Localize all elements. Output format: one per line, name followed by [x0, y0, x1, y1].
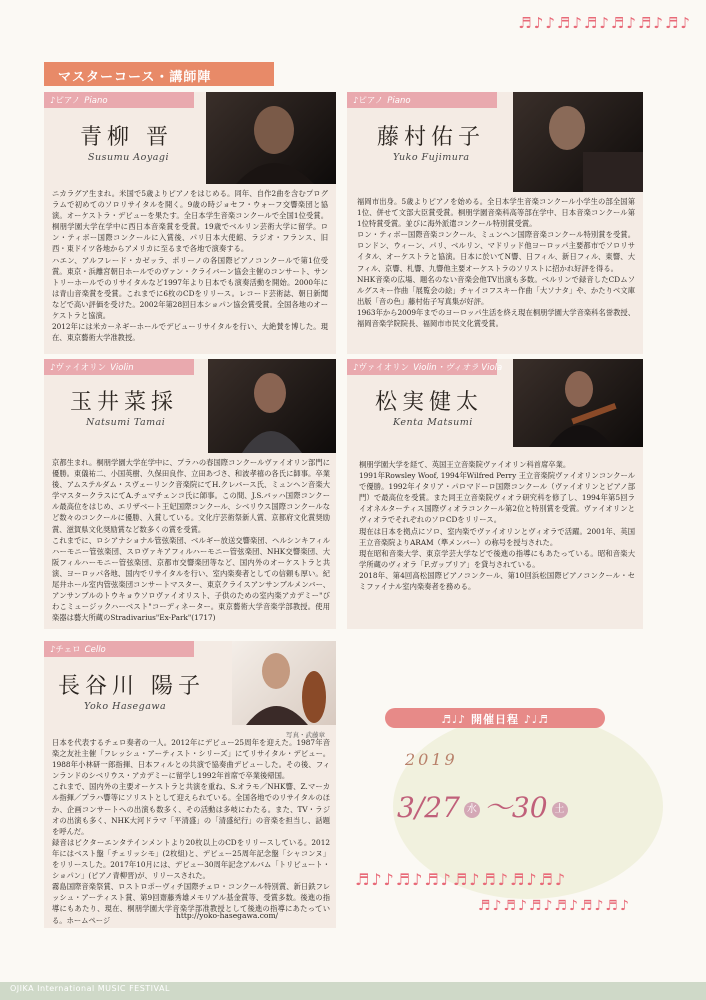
performer-photo	[513, 92, 643, 192]
performer-name-en: Kenta Matsumi	[393, 417, 473, 428]
performer-photo	[208, 359, 336, 453]
performer-photo	[206, 92, 336, 184]
footer-text: OJIKA International MUSIC FESTIVAL	[10, 984, 170, 993]
instrument-en: Violin	[110, 363, 134, 373]
bio-paragraph: 日本を代表するチェロ奏者の一人。2012年にデビュー25周年を迎えた。1987年音楽之友社主催「フレッシュ・アーティスト・シリーズ」にてリサイタル・デビュー。1988年小林研一郎指揮、日本フィルとの共演で協奏曲デビューした。その後、フィンランドのシベリウス・アカデミーに留学し1992年首席で卒業後帰国。	[52, 738, 330, 781]
instrument-jp: ♪ピアノ	[353, 96, 384, 106]
performer-name-jp: 玉井菜採	[70, 390, 179, 415]
schedule-title: ♬♩♪ 開催日程 ♪♩♬	[385, 708, 605, 728]
instrument-jp: ♪ピアノ	[50, 96, 81, 106]
performer-name-en: Natsumi Tamai	[86, 417, 166, 428]
instrument-label	[44, 359, 194, 375]
bio-paragraph: 現在昭和音楽大学、東京学芸大学などで後進の指導にもあたっている。昭和音楽大学所蔵のヴィオラ「F.ガッブリア」を貸与されている。	[359, 548, 635, 569]
performer-name-en: Yuko Fujimura	[393, 152, 470, 163]
performer-photo	[232, 641, 336, 725]
bio-paragraph: これまでに、ロシアナショナル管弦楽団、ベルギー放送交響楽団、ヘルシンキフィルハーモニー管弦楽団、スロヴァキアフィルハーモニー管弦楽団、NHK交響楽団、大阪フィルハーモニー管弦楽団、京都市交響楽団等など、国内外のオーケストラと共演、ヨーロッパ各地、国内でリサイタルを行い、室内楽奏者としての信頼も厚い。紀尾井ホール室内管弦楽団コンサートマスター、東京クライスアンサンブルメンバー、アンサンブルのトウキョウソロヴァイオリスト、子供のための室内楽アカデミー"びわこミュージックハーベスト"コーディネーター。東京藝術大学音楽学部教授。使用楽器は藝大所蔵のStradivarius"Ex-Park"(1717)	[52, 535, 330, 623]
instrument-label	[44, 641, 194, 657]
schedule-start-day: 水	[464, 802, 480, 818]
performer-bio	[359, 459, 635, 625]
bio-paragraph: ハエン、アルフレード・カゼッラ、ポリーノの各国際ピアノコンクールで第1位受賞。東京・浜離宮朝日ホールでのヴァン・クライバーン協会主催のコンサート、サントリーホールでのリサイタルなど1997年より日本でも演奏活動を開始。2000年には青山音楽賞を受賞。これまでに6枚のCDをリリース。レコード芸術誌、朝日新聞などで高い評価を受けた。2002年第28回日本ショパン協会賞受賞。全国各地のオーケストラと協演。	[52, 255, 328, 321]
bio-paragraph: 福岡市出身。5歳よりピアノを始める。全日本学生音楽コンクール小学生の部全国第1位、併せて文部大臣賞受賞。桐朋学園音楽科高等部在学中、日本音楽コンクール第1位特賞受賞。並びに海外派遣コンクール特別賞受賞。	[357, 197, 635, 229]
instrument-en: Piano	[387, 96, 411, 106]
bio-paragraph: 録音はビクターエンタテインメントより20枚以上のCDをリリースしている。2012年にはベスト盤「チェリッシモ」(2枚組)と、デビュー25周年記念盤「シャコンヌ」をリリースした。2017年10月には、デビュー30周年記念アルバム「トリビュート・ショパン」(ピアノ青柳晋)が、リリースされた。	[52, 837, 330, 881]
schedule-separator: 〜	[483, 791, 512, 824]
performer-name-jp: 青柳 晋	[80, 125, 173, 150]
performer-card-hasegawa	[44, 641, 336, 928]
instrument-label	[347, 92, 497, 108]
performer-card-aoyagi	[44, 92, 336, 354]
schedule-year: 2019	[405, 750, 458, 769]
schedule-block	[375, 708, 685, 863]
website-link[interactable]: http://yoko-hasegawa.com/	[176, 911, 279, 920]
performer-bio	[52, 188, 328, 350]
bio-paragraph: 京都生まれ。桐朋学園大学在学中に、プラハの春国際コンクールヴァイオリン部門に優勝。東儀祐二、小国英樹、久保田良作、立田あづさ、和波孝禧の各氏に師事。卒業後、アムステルダム・スヴェーリンク音楽院にてH.クレバース氏、ミュンヘン音楽大学マスタークラスにてA.チュマチェンコ氏に師事。この間、J.S.バッハ国際コンクール最高位をはじめ、エリザベート王妃国際コンクール、シベリウス国際コンクールなど数々のコンクールに優勝、入賞している。文化庁芸術祭新人賞、京都府文化賞奨励賞、滋賀県文化奨励賞など数多くの賞を受賞。	[52, 458, 330, 534]
bio-paragraph: 2018年、第4回高松国際ピアノコンクール、第10回浜松国際ピアノコンクール・セミファイナル室内楽奏者を務める。	[359, 570, 635, 592]
music-notes-decoration: ♬♪♬♪♬♪♬♪♬♪♬♪	[478, 898, 631, 914]
performer-name-jp: 長谷川 陽子	[58, 674, 205, 699]
section-title: マスターコース・講師陣	[44, 62, 274, 86]
performer-card-tamai	[44, 359, 336, 629]
bio-paragraph: 1963年から2009年までのヨーロッパ生活を終え現在桐朋学園大学音楽科名誉教授、福岡音楽学院院長、福岡市市民文化賞受賞。	[357, 307, 635, 329]
instrument-en: Piano	[84, 96, 108, 106]
performer-name-en: Yoko Hasegawa	[84, 701, 167, 712]
instrument-jp: ♪ヴァイオリン	[50, 363, 107, 373]
instrument-jp: ♪チェロ	[50, 645, 81, 655]
bio-paragraph: ロン・ティボー国際音楽コンクール、ミュンヘン国際音楽コンクール特別賞を受賞。ロンドン、ウィーン、パリ、ベルリン、マドリッド他ヨーロッパ主要都市でソロリサイタル、オーケストラと協演。日本に於いてN響、日フィル、新日フィル、東響、大フィル、京響、札響、九響他主要オーケストラのソリストに招かれ好評を得る。	[357, 230, 635, 273]
bio-paragraph: ニカラグア生まれ。米国で5歳よりピアノをはじめる。同年、自作2曲を含むプログラムで初めてのソロリサイタルを開く。9歳の時ジョセフ・ウォーフ交響楽団と協演。オーケストラ・デビューを果たす。全日本学生音楽コンクールで全国1位受賞。桐朋学園大学在学中に西日本音楽賞を受賞。19歳でベルリン芸術大学に留学。ロン・ティボー国際コンクールに入賞後、パリ日本大使館、ラジオ・フランス、旧西・東ドイツ各地からアメリカに至るまで各地で演奏する。	[52, 189, 328, 254]
bio-paragraph: 桐朋学園大学を経て、英国王立音楽院ヴァイオリン科首席卒業。	[359, 460, 571, 469]
performer-bio	[52, 457, 330, 625]
instrument-label	[44, 92, 194, 108]
schedule-date	[397, 786, 572, 826]
bio-paragraph: 2012年には米カーネギーホールでデビューリサイタルを行い、大絶賛を博した。現在、東京藝術大学准教授。	[52, 322, 328, 343]
performer-photo	[513, 359, 643, 447]
instrument-en: Cello	[84, 645, 106, 655]
schedule-start: 3/27	[397, 791, 460, 824]
bio-paragraph: NHK音楽の広場、題名のない音楽会他TV出演も多数。ベルリンで録音したCDムソルグスキー作曲「展覧会の絵」チャイコフスキー作曲「大ソナタ」や、かたりべ文庫出版「音の色」藤村佑子写真集が好評。	[357, 274, 635, 306]
schedule-end: 30	[511, 791, 548, 824]
instrument-jp: ♪ヴァイオリン	[353, 363, 410, 373]
performer-bio	[357, 196, 635, 350]
schedule-end-day: 土	[552, 802, 568, 818]
bio-paragraph: 霧島国際音楽祭賞、ロストロポーヴィチ国際チェロ・コンクール特別賞、新日鉄フレッシュ・アーティスト賞、第9回齋藤秀雄メモリアル基金賞等、受賞多数。後進の指導にもあたり、現在、桐朋学園大学音楽学部准教授として後進の指導にあたっている。ホームページ	[52, 882, 330, 925]
bio-paragraph: 現在は日本を拠点にソロ、室内楽でヴァイオリンとヴィオラで活躍。2001年、英国王立音楽院よりARAM（準メンバー）の称号を授与された。	[359, 526, 635, 547]
performer-name-en: Susumu Aoyagi	[88, 152, 169, 163]
bio-paragraph: 1991年Rowsley Woof, 1994年Wilfred Perry 王立音楽院ヴァイオリンコンクールで優勝。1992年イタリア・パロマドーロ国際コンクール（ヴァイオリンとピアノ部門）で最高位を受賞。また同王立音楽院ヴィオラ研究科を修了し、1994年第5回ライオネルターティス国際ヴィオラコンクール第2位と特別賞を受賞。ヴァイオリンとヴィオラでそれぞれのソロCDをリリース。	[359, 471, 635, 525]
performer-card-matsumi	[347, 359, 643, 629]
bio-paragraph: これまで、国内外の主要オーケストラと共演を重ね、S.オラモ／NHK響、Z.マーカル指揮／プラハ響等にソリストとして迎えられている。全国各地でのリサイタルのほか、企画コンサートへの出演も数多く、その活動は多岐にわたる。また、TV・ラジオの出演も多く、NHK大河ドラマ「平清盛」の「清盛紀行」の音楽を担当し、話題を呼んだ。	[52, 782, 330, 836]
music-notes-decoration: ♬♪♪♬♪♬♪♬♪♬♪♬♪♬♪	[355, 870, 568, 889]
music-notes-decoration: ♬♪♪♬♪♬♪♬♪♬♪♬♪	[518, 14, 692, 32]
footer	[0, 982, 706, 1000]
instrument-label	[347, 359, 503, 375]
instrument-en: Violin・ヴィオラ Viola	[413, 363, 503, 373]
photo-credit: 写真・武藤章	[286, 731, 325, 739]
performer-card-fujimura	[347, 92, 643, 354]
performer-name-jp: 松実健太	[375, 390, 484, 415]
performer-name-jp: 藤村佑子	[377, 125, 486, 150]
